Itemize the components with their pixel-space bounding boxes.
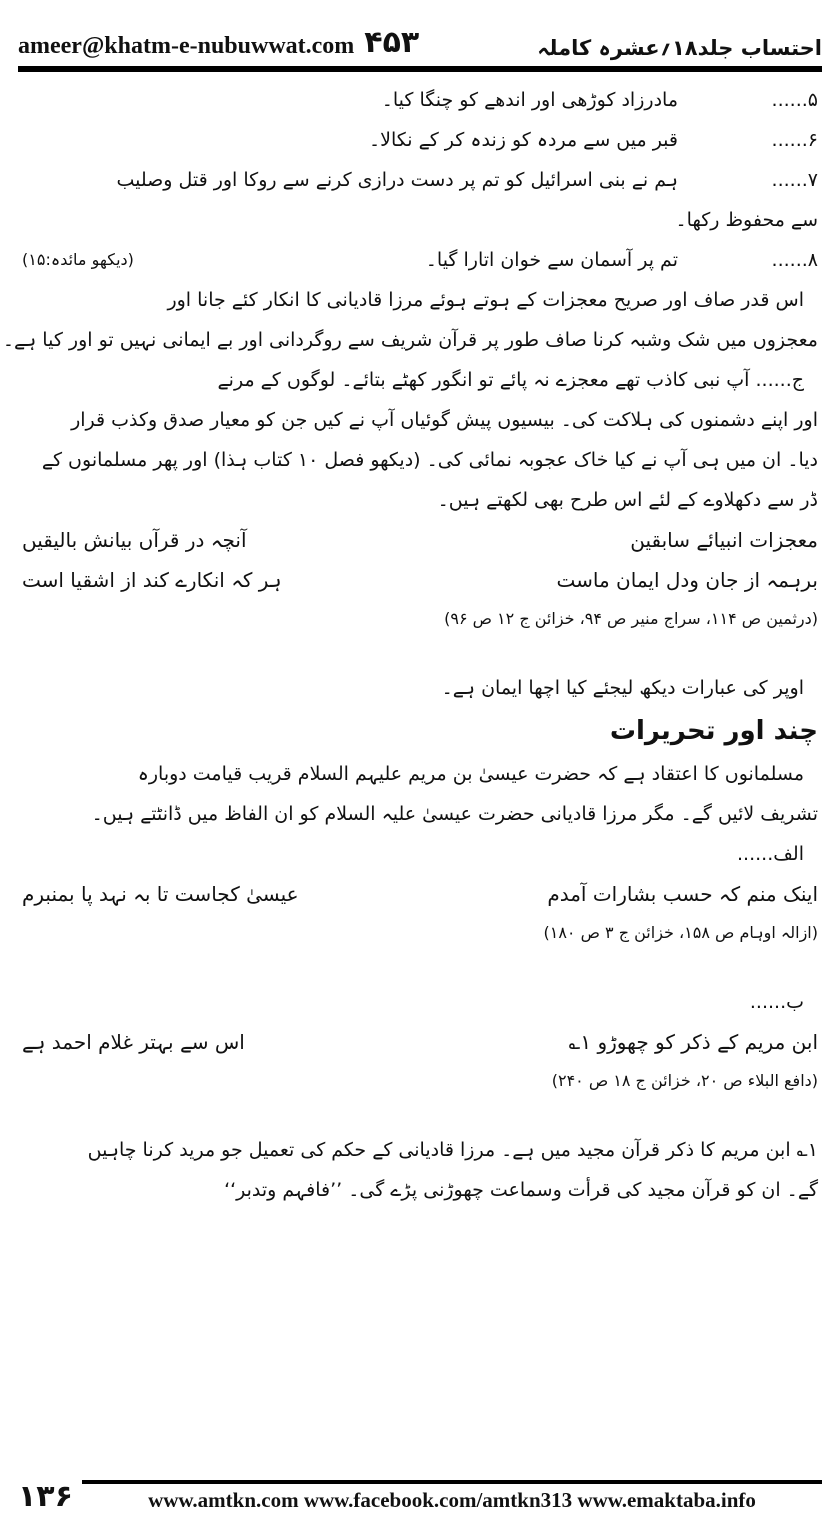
verse-hemistich: عیسیٰ کجاست تا بہ نہد پا بمنبرم [22, 882, 299, 906]
verse-citation: (دافع البلاء ص ۲۰، خزائن ج ۱۸ ص ۲۴۰) [551, 1071, 818, 1090]
item-number: ۸...... [771, 249, 818, 271]
spacer [22, 638, 818, 668]
paragraph-line: ج...... آپ نبی کاذب تھے معجزے نہ پائے تو انگور کھٹے بتائے۔ لوگوں کے مرنے [217, 369, 804, 391]
footer-rule [82, 1480, 822, 1484]
paragraph-line: اور اپنے دشمنوں کی ہلاکت کی۔ بیسیوں پیش گوئیاں آپ نے کیں جن کو معیار صدق وکذب قرار [71, 409, 818, 431]
list-item [22, 240, 818, 280]
page-footer [18, 1474, 822, 1518]
verse-hemistich: اس سے بہتر غلام احمد ہے [22, 1030, 245, 1054]
list-item [22, 160, 818, 200]
item-text: تم پر آسمان سے خوان اتارا گیا۔ [425, 249, 678, 271]
verse-hemistich: معجزات انبیائے سابقین [630, 528, 818, 552]
item-number: ۵...... [771, 89, 818, 111]
verse-couplet [22, 874, 818, 914]
verse-couplet [22, 560, 818, 600]
sub-item-label: ب...... [749, 991, 804, 1013]
paragraph-line: مسلمانوں کا اعتقاد ہے کہ حضرت عیسیٰ بن مریم علیہم السلام قریب قیامت دوبارہ [137, 763, 804, 785]
footer-page-number: ۱۳۶ [18, 1478, 73, 1514]
paragraph-line: دیا۔ ان میں ہی آپ نے کیا خاک عجوبہ نمائی کی۔ (دیکھو فصل ۱۰ کتاب ہذا) اور پھر مسلمانوں کے [41, 449, 818, 471]
verse-hemistich: آنچہ در قرآں بیانش بالیقیں [22, 528, 247, 552]
verse-hemistich: برہمہ از جان ودل ایمان ماست [556, 568, 818, 592]
paragraph-line: معجزوں میں شک وشبہ کرنا صاف طور پر قرآن شریف سے روگردانی اور بے ایمانی نہیں تو اور کیا ہے۔ [2, 329, 818, 351]
list-item-continuation [22, 200, 818, 240]
paragraph-line: تشریف لائیں گے۔ مگر مرزا قادیانی حضرت عیسیٰ علیہ السلام کو ان الفاظ میں ڈانٹتے ہیں۔ [91, 803, 818, 825]
page-header [18, 8, 822, 60]
item-text: ہم نے بنی اسرائیل کو تم پر دست درازی کرنے سے روکا اور قتل وصلیب [116, 169, 678, 191]
verse-couplet [22, 1022, 818, 1062]
verse-couplet [22, 520, 818, 560]
header-email: ameer@khatm-e-nubuwwat.com [18, 33, 355, 59]
footer-bar [82, 1474, 822, 1518]
verse-citation: (درثمین ص ۱۱۴، سراج منیر ص ۹۴، خزائن ج ۱۲ ص ۹۶) [444, 609, 818, 628]
spacer [22, 1100, 818, 1130]
header-book-title: احتساب جلد۱۸؍عشرہ کاملہ [537, 36, 822, 60]
spacer [22, 952, 818, 982]
footnote-line: گے۔ ان کو قرآن مجید کی قرأت وسماعت چھوڑنی پڑے گی۔ ’’فافہم وتدبر‘‘ [224, 1179, 818, 1201]
item-number: ۷...... [771, 169, 818, 191]
paragraph-line: اس قدر صاف اور صریح معجزات کے ہوتے ہوئے مرزا قادیانی کا انکار کئے جانا اور [167, 289, 804, 311]
paragraph-line: اوپر کی عبارات دیکھ لیجئے کیا اچھا ایمان ہے۔ [441, 677, 804, 699]
footnote-line: ۱؎ ابن مریم کا ذکر قرآن مجید میں ہے۔ مرزا قادیانی کے حکم کی تعمیل جو مرید کرنا چاہیں [87, 1139, 818, 1161]
item-citation: (دیکھو مائدہ:۱۵) [22, 250, 134, 269]
list-item [22, 80, 818, 120]
item-number: ۶...... [771, 129, 818, 151]
section-heading: چند اور تحریرات [609, 716, 818, 746]
item-text: سے محفوظ رکھا۔ [675, 209, 818, 231]
verse-hemistich: ہر کہ انکارے کند از اشقیا است [22, 568, 282, 592]
header-page-number: ۴۵۳ [364, 25, 420, 60]
list-item [22, 120, 818, 160]
header-left [18, 25, 419, 60]
item-text: قبر میں سے مردہ کو زندہ کر کے نکالا۔ [369, 129, 678, 151]
item-text: مادرزاد کوڑھی اور اندھے کو چنگا کیا۔ [381, 89, 678, 111]
verse-hemistich: ابن مریم کے ذکر کو چھوڑو ۱؎ [568, 1030, 818, 1054]
paragraph-line: ڈر سے دکھلاوے کے لئے اس طرح بھی لکھتے ہیں۔ [437, 489, 818, 511]
sub-item-label: الف...... [737, 843, 804, 865]
verse-citation: (ازالہ اوہام ص ۱۵۸، خزائن ج ۳ ص ۱۸۰) [543, 923, 818, 942]
page-body [2, 80, 818, 1210]
footer-urls[interactable]: www.amtkn.com www.facebook.com/amtkn313 www.emaktaba.info [148, 1487, 756, 1512]
verse-hemistich: اینک منم کہ حسب بشارات آمدم [547, 882, 818, 906]
header-rule [18, 66, 822, 72]
